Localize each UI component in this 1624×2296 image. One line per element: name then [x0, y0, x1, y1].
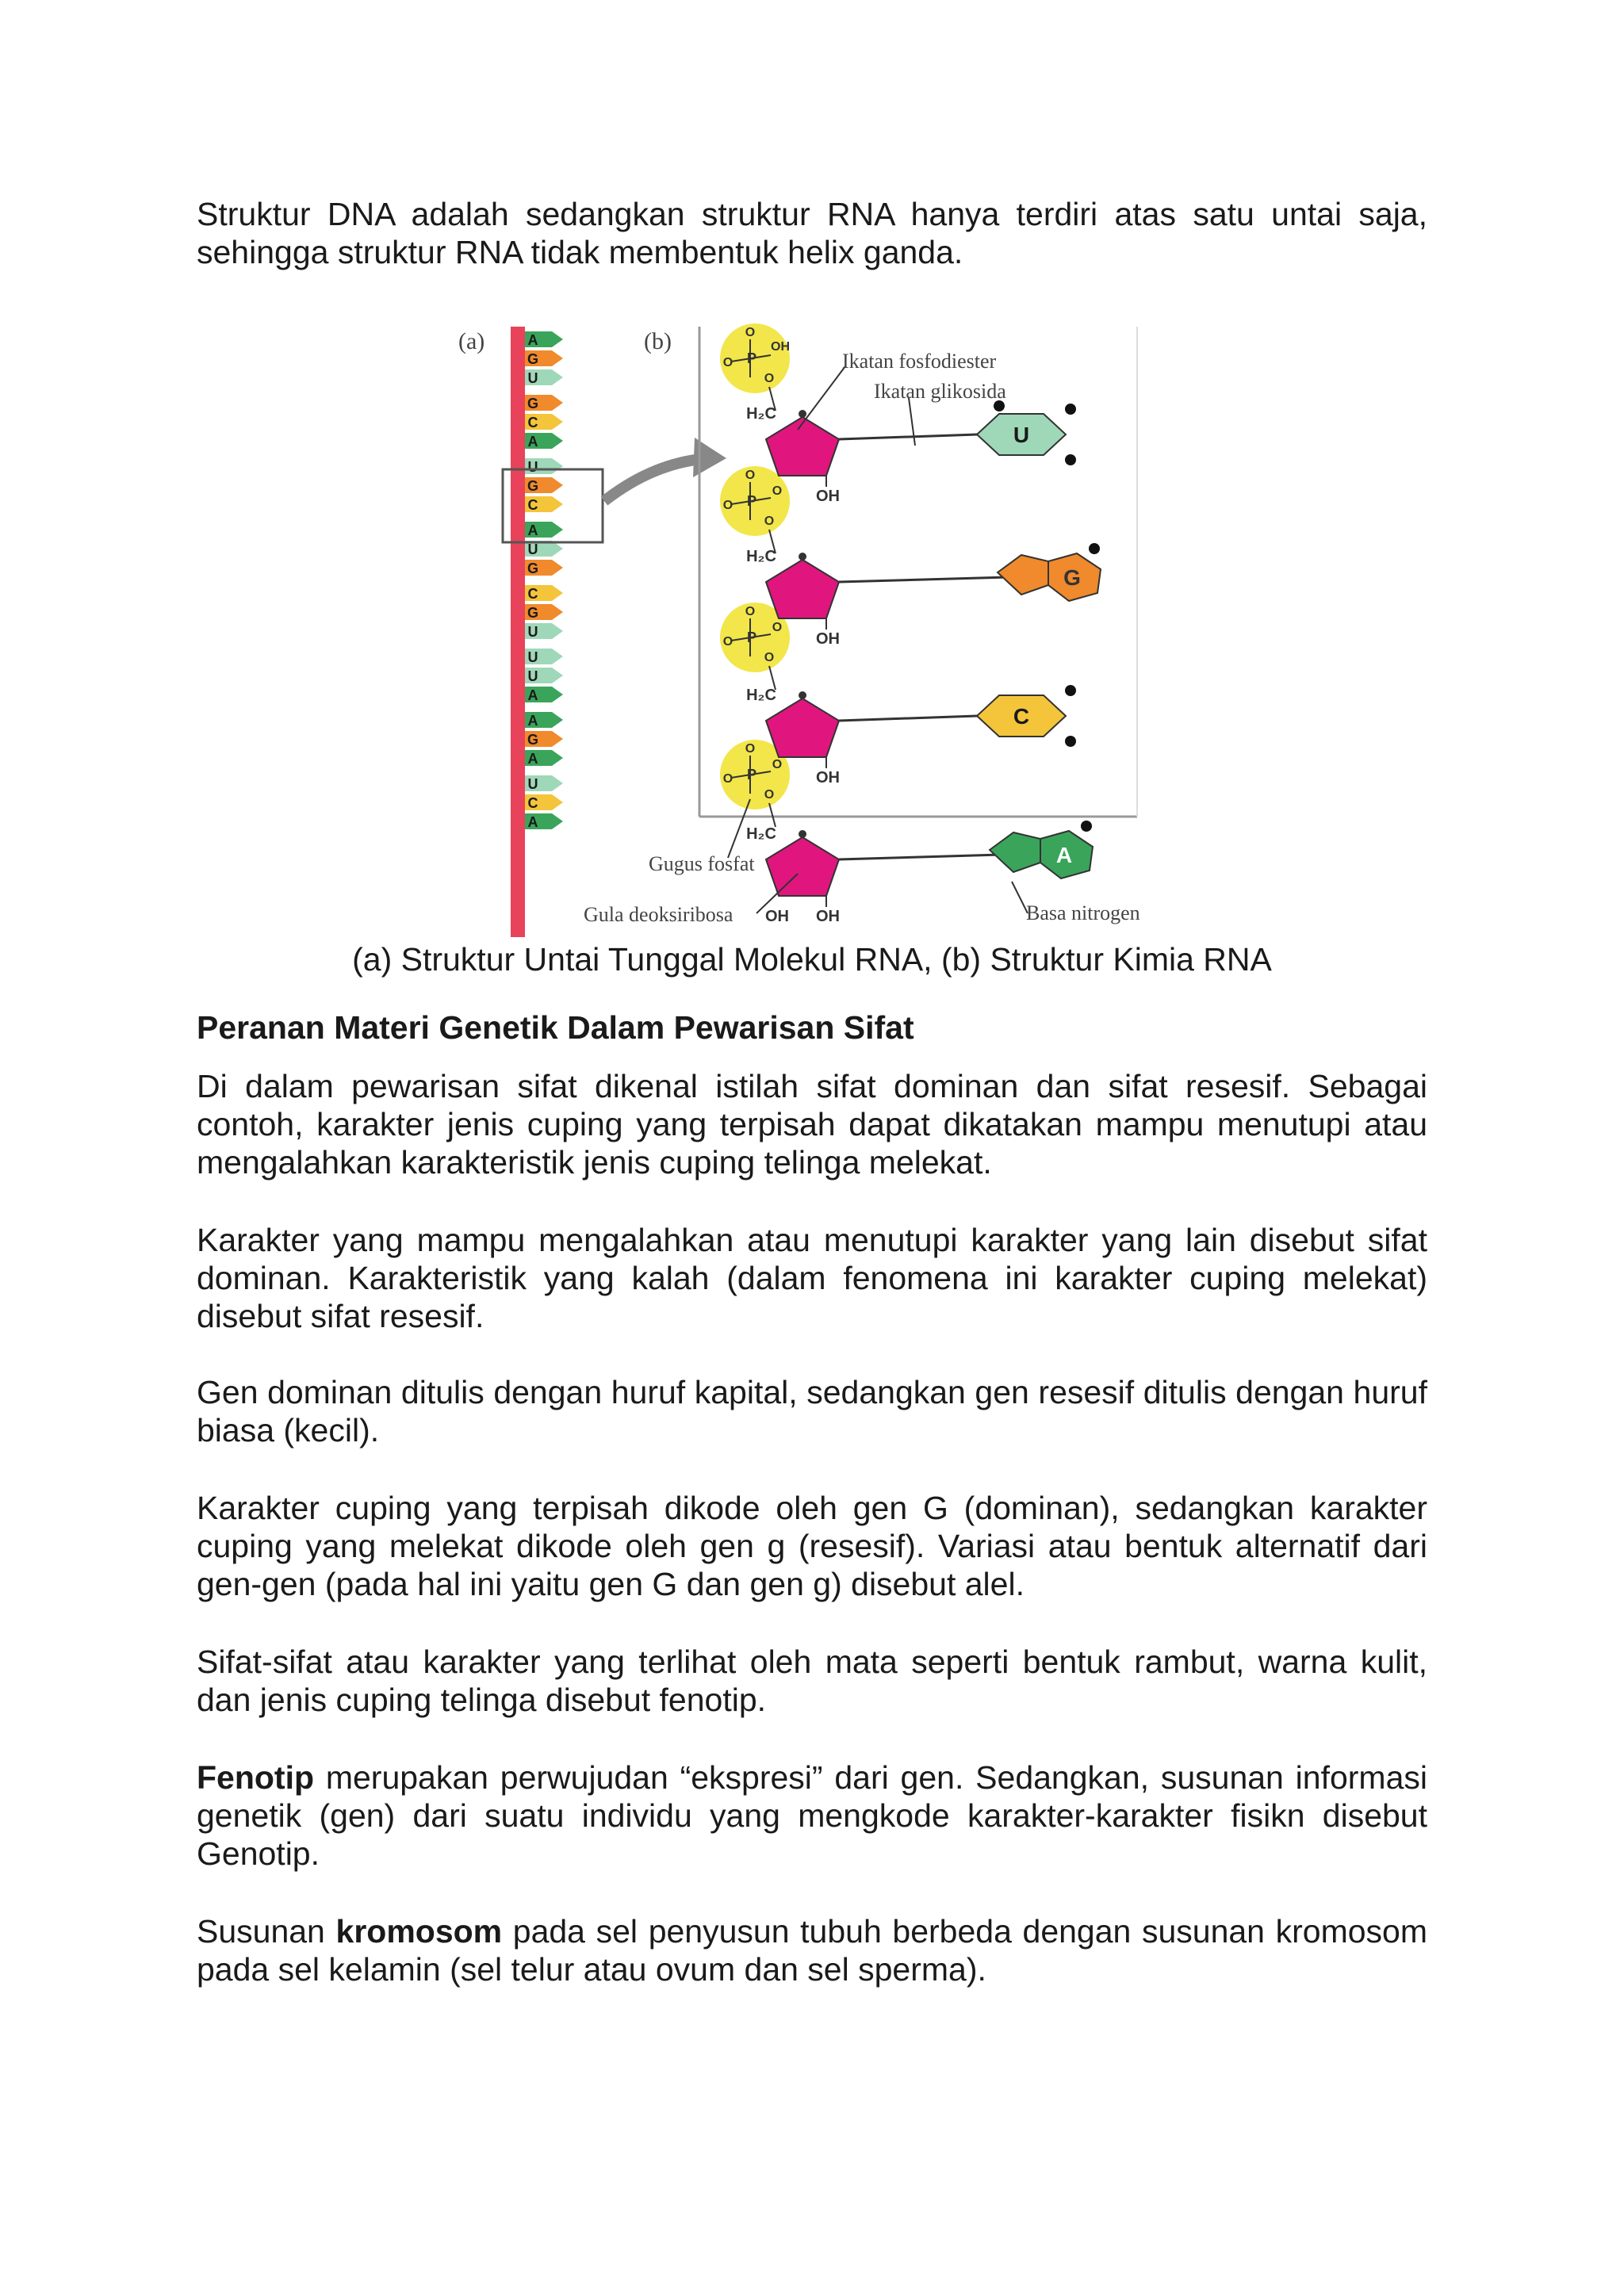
oh-label: OH: [765, 908, 789, 925]
phosphate-o: O: [764, 651, 775, 664]
strand-base-letter: C: [527, 586, 538, 602]
oh-label: OH: [816, 769, 840, 786]
strand-base-letter: A: [527, 687, 538, 703]
paragraph-alel: Karakter cuping yang terpisah dikode oleh gen G (dominan), sedangkan karakter cuping yang melekat dikode oleh gen g (resesif). Variasi atau bentuk alternatif dari gen-gen (pada hal ini yaitu gen G dan gen g) disebut alel.: [197, 1490, 1427, 1602]
strand-base-letter: U: [527, 459, 538, 475]
base-substituent: [1065, 454, 1076, 465]
phosphate-o: O: [745, 605, 756, 618]
paragraph-penulisan-gen: Gen dominan ditulis dengan huruf kapital, sedangkan gen resesif ditulis dengan huruf biasa (kecil).: [197, 1374, 1427, 1448]
oh-label: OH: [816, 630, 840, 648]
phosphate-o: O: [745, 469, 756, 482]
paragraph-kromosom-text: pada sel penyusun tubuh berbeda dengan susunan kromosom pada sel kelamin (sel telur atau ovum dan sel sperma).: [197, 1913, 1428, 1988]
basa-pointer: [1012, 882, 1028, 913]
sugar-pentagon: [766, 417, 839, 476]
glycosidic-bond: [839, 577, 1009, 582]
figure-label-b: (b): [644, 328, 672, 354]
h2c-label: H₂C: [746, 405, 776, 423]
strand-base-u: [525, 458, 563, 475]
strand-base-letter: U: [527, 649, 538, 665]
strand-base-a: [525, 750, 563, 767]
sugar-ring-oxygen: [799, 691, 806, 699]
nucleotide-c: [746, 685, 1076, 786]
phosphate-o: O: [772, 758, 783, 771]
strand-base-letter: U: [527, 541, 538, 557]
strand-base-a: [525, 433, 563, 450]
strand-base-u: [525, 775, 563, 792]
h2c-label: H₂C: [746, 687, 776, 704]
strand-base-letter: A: [527, 522, 538, 538]
label-ikatan-fosfodiester: Ikatan fosfodiester: [842, 350, 997, 373]
strand-base-letter: U: [527, 370, 538, 386]
phosphate-o: O: [772, 621, 783, 634]
phosphate-p: P: [746, 629, 757, 645]
phosphate-o: O: [764, 372, 775, 385]
sugar-pentagon: [766, 698, 839, 757]
term-fenotip: Fenotip: [197, 1759, 315, 1796]
strand-base-letter: A: [527, 332, 538, 348]
term-kromosom: kromosom: [335, 1913, 503, 1950]
paragraph-kromosom-start: Susunan: [197, 1913, 336, 1950]
label-basa-nitrogen: Basa nitrogen: [1026, 901, 1140, 924]
base-substituent: [1065, 685, 1076, 696]
paragraph-kromosom: [197, 1912, 1427, 1988]
base-letter: U: [1013, 423, 1030, 447]
strand-base-u: [525, 649, 563, 665]
strand-base-g: [525, 477, 563, 494]
phosphate-o: O: [722, 772, 733, 786]
strand-base-letter: A: [527, 434, 538, 450]
strand-bases: [525, 331, 563, 830]
strand-base-a: [525, 712, 563, 729]
nucleotide-g: [746, 543, 1101, 648]
strand-base-g: [525, 731, 563, 748]
figure-caption: (a) Struktur Untai Tunggal Molekul RNA, (b) Struktur Kimia RNA: [352, 941, 1272, 978]
strand-base-letter: C: [527, 795, 538, 811]
strand-base-c: [525, 496, 563, 513]
phosphate-o: O: [764, 515, 775, 528]
base-letter: C: [1013, 704, 1030, 729]
phosphate-p: P: [746, 350, 757, 366]
strand-base-letter: U: [527, 776, 538, 792]
paragraph-genotip-text: merupakan perwujudan “ekspresi” dari gen. Sedangkan, susunan informasi genetik (gen) dari suatu individu yang mengkode karakter-karakter fisikn disebut Genotip.: [197, 1759, 1427, 1872]
sugar-ring-oxygen: [799, 830, 806, 838]
strand-base-g: [525, 560, 563, 576]
base-substituent: [1065, 736, 1076, 747]
strand-base-g: [525, 604, 563, 621]
strand-base-letter: C: [527, 415, 538, 430]
label-gugus-fosfat: Gugus fosfat: [649, 852, 755, 875]
strand-base-letter: G: [527, 732, 539, 748]
rna-structure-figure: [457, 311, 1167, 939]
strand-base-letter: U: [527, 668, 538, 684]
strand-base-u: [525, 369, 563, 386]
fosfodiester-pointer: [798, 366, 845, 430]
phosphate-o: O: [764, 788, 775, 802]
base-ring-small: [998, 555, 1048, 595]
base-letter: G: [1063, 565, 1081, 590]
strand-base-u: [525, 623, 563, 640]
strand-base-g: [525, 350, 563, 367]
base-substituent: [1065, 404, 1076, 415]
phosphate-o: O: [722, 356, 733, 369]
strand-base-letter: G: [527, 478, 539, 494]
label-gula-deoksiribosa: Gula deoksiribosa: [584, 903, 733, 926]
base-substituent: [1089, 543, 1100, 554]
section-heading: Peranan Materi Genetik Dalam Pewarisan Sifat: [197, 1009, 914, 1046]
strand-base-letter: U: [527, 624, 538, 640]
label-ikatan-glikosida: Ikatan glikosida: [874, 380, 1006, 403]
glycosidic-bond: [839, 855, 1001, 859]
strand-base-a: [525, 331, 563, 348]
strand-base-letter: A: [527, 751, 538, 767]
phosphate-o: O: [745, 742, 756, 756]
h2c-label: H₂C: [746, 548, 776, 565]
phosphate-p: P: [746, 493, 757, 509]
phosphate-o: O: [722, 499, 733, 512]
oh-label: OH: [816, 488, 840, 505]
glycosidic-bond: [839, 716, 977, 721]
strand-base-c: [525, 585, 563, 602]
strand-base-u: [525, 668, 563, 684]
zoom-arrow-head: [693, 438, 726, 477]
paragraph-fenotip-def: Sifat-sifat atau karakter yang terlihat oleh mata seperti bentuk rambut, warna kulit, dan jenis cuping telinga disebut fenotip.: [197, 1644, 1427, 1718]
strand-base-letter: G: [527, 561, 539, 576]
strand-base-c: [525, 794, 563, 811]
paragraph-dominan-resesif: Di dalam pewarisan sifat dikenal istilah sifat dominan dan sifat resesif. Sebagai contoh, karakter jenis cuping yang terpisah dapat dikatakan mampu menutupi atau mengalahkan karakteristik jenis cuping telinga melekat.: [197, 1068, 1427, 1181]
oh-label: OH: [816, 908, 840, 925]
strand-base-a: [525, 522, 563, 538]
intro-paragraph: Struktur DNA adalah sedangkan struktur RNA hanya terdiri atas satu untai saja, sehingga struktur RNA tidak membentuk helix ganda.: [197, 196, 1427, 270]
strand-base-c: [525, 414, 563, 430]
strand-base-letter: G: [527, 396, 539, 411]
phosphate-group: [720, 466, 790, 553]
base-substituent: [1081, 821, 1092, 832]
paragraph-genotip: [197, 1758, 1427, 1873]
glycosidic-bond: [839, 434, 977, 439]
sugar-pentagon: [766, 560, 839, 618]
figure-label-a: (a): [458, 328, 485, 354]
strand-base-letter: G: [527, 605, 539, 621]
base-letter: A: [1055, 843, 1073, 867]
strand-base-a: [525, 813, 563, 830]
sugar-ring-oxygen: [799, 410, 806, 418]
rna-strand-backbone: [511, 327, 525, 937]
strand-base-letter: A: [527, 814, 538, 830]
strand-base-letter: G: [527, 351, 539, 367]
glikosida-pointer: [909, 398, 915, 446]
strand-base-g: [525, 395, 563, 411]
paragraph-sifat-dominan: Karakter yang mampu mengalahkan atau menutupi karakter yang lain disebut sifat dominan. Karakteristik yang kalah (dalam fenomena ini karakter cuping melekat) disebut sifat resesif.: [197, 1222, 1427, 1334]
phosphate-o: O: [745, 326, 756, 339]
strand-base-letter: A: [527, 713, 538, 729]
strand-base-letter: C: [527, 497, 538, 513]
phosphate-group: [720, 323, 790, 411]
h2c-label: H₂C: [746, 825, 776, 843]
phosphate-o: O: [722, 635, 733, 649]
phosphate-oh: OH: [771, 340, 790, 354]
phosphate-o: O: [772, 484, 783, 498]
sugar-ring-oxygen: [799, 553, 806, 561]
phosphate-link: [769, 803, 776, 827]
base-ring-small: [990, 832, 1040, 872]
phosphate-p: P: [746, 767, 757, 783]
strand-base-a: [525, 687, 563, 703]
sugar-pentagon: [766, 837, 839, 896]
